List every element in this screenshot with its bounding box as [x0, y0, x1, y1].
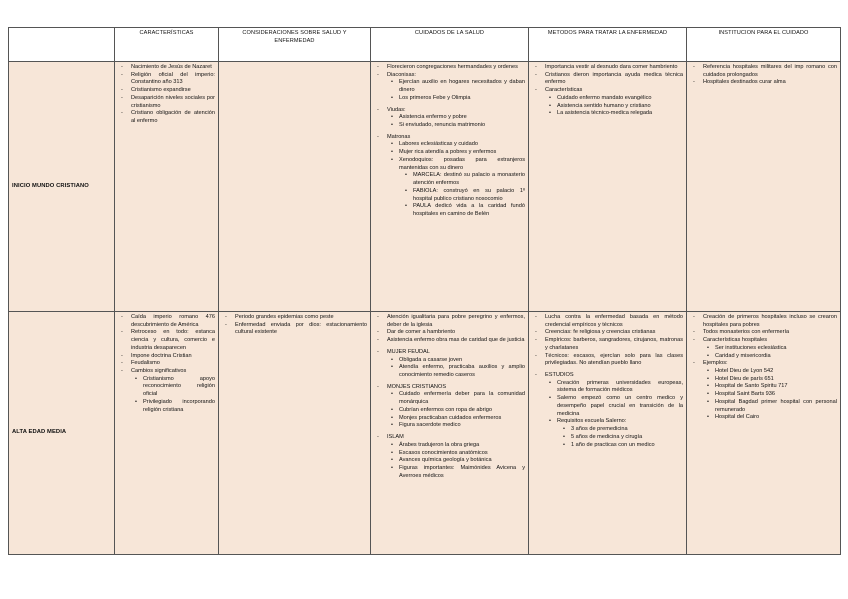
list-item: - Nacimiento de Jesús de Nazaret — [118, 64, 215, 72]
list-item: • Obligada a casarse joven — [391, 357, 525, 365]
header-institucion: INSTITUCION PARA EL CUIDADO — [687, 28, 841, 62]
list-item: • Árabes tradujeron la obra griega — [391, 442, 525, 450]
header-cuidados: CUIDADOS DE LA SALUD — [371, 28, 529, 62]
list-item: • Monjes practicaban cuidados enfermeros — [391, 415, 525, 423]
list-item: - Empíricos: barberos, sangradores, cirujanos, matronas y charlatanes — [532, 337, 683, 352]
header-caracteristicas: CARACTERÍSTICAS — [115, 28, 219, 62]
list-item: • 5 años de medicina y cirugía — [563, 434, 683, 442]
list-item: • Cuidado enfermo mandato evangélico — [549, 95, 683, 103]
list-item: • Asistencia sentido humano y cristiano — [549, 103, 683, 111]
list-item: - Hospitales destinados curar alma — [690, 79, 837, 87]
list-item: • PAULA dedicó vida a la caridad fundó hospitales en camino de Belén — [405, 203, 525, 218]
cell-metodos — [529, 62, 687, 312]
list-item: • Caridad y misericordia — [707, 353, 837, 361]
list-item: - Importancia vestir al desnudo dara comer hambriento — [532, 64, 683, 72]
list-item: - Atención igualitaria para pobre peregrino y enfermos, deber de la iglesia — [374, 314, 525, 329]
list-item: - Feudalismo — [118, 360, 215, 368]
list-item — [374, 434, 525, 480]
list-item: • La asistencia técnico-medica relegada — [549, 110, 683, 118]
list-item — [374, 349, 525, 380]
list-item: - Florecieron congregaciones hermandades y ordenes — [374, 64, 525, 72]
group-title: Cambios significativos — [131, 368, 187, 375]
list-item: • Cuidado enfermería deber para la comunidad monárquica — [391, 391, 525, 406]
cell-cuidados — [371, 312, 529, 555]
row-label: INICIO MUNDO CRISTIANO — [9, 62, 115, 312]
group-title: MONJES CRISTIANOS — [387, 383, 447, 390]
list-item: • Ser instituciones eclesiástica — [707, 345, 837, 353]
item-text: Requisitos escuela Salerno: — [557, 418, 627, 425]
header-row — [9, 28, 841, 62]
list-item — [549, 418, 683, 449]
list-item: • Mujer rica atendía a pobres y enfermos — [391, 149, 525, 157]
list-item: • Hospital del Cairo — [707, 414, 837, 422]
list-item: - Lucha contra la enfermedad basada en método credencial empíricos y técnicos — [532, 314, 683, 329]
list-item: - Impone doctrina Cristian — [118, 353, 215, 361]
list-item — [374, 107, 525, 130]
header-metodos: METODOS PARA TRATAR LA ENFERMEDAD — [529, 28, 687, 62]
list-item: - Técnicos: escasos, ejercían solo para las clases privilegiadas. No atendían pueblo llano — [532, 353, 683, 368]
list-item: • Hospital Saint Barts 936 — [707, 391, 837, 399]
group-title: MUJER FEUDAL — [387, 348, 430, 355]
list-item: • Figura sacerdote medico — [391, 422, 525, 430]
list-item: • Figuras importantes: Maimónides Avicena y Averroes médicos — [391, 465, 525, 480]
group-title: Viudas: — [387, 106, 406, 113]
group-title: Características hospitales — [703, 337, 768, 344]
list-item: - Periodo grandes epidemias como peste — [222, 314, 367, 322]
group-title: Diaconisas: — [387, 71, 416, 78]
cell-consideraciones — [219, 62, 371, 312]
list-item: - Dar de comer a hambriento — [374, 329, 525, 337]
list-item: - Cristianos dieron importancia ayuda medica técnica enfermo — [532, 72, 683, 87]
list-item: - Enfermedad enviada por dios: estacionamiento cultural existente — [222, 322, 367, 337]
list-item: • 3 años de premedicina — [563, 426, 683, 434]
list-item: - Religión oficial del imperio: Constantino año 313 — [118, 72, 215, 87]
list-item: - Cristianismo expandirse — [118, 87, 215, 95]
list-item: • Cubrían enfermos con ropa de abrigo — [391, 407, 525, 415]
list-item: • Salerno empezó como un centro medico y desempeño papel crucial en transición de la medicina — [549, 395, 683, 418]
list-item: - Todos monasterios con enfermería — [690, 329, 837, 337]
list-item: • Ejercían auxilio en hogares necesitados y daban dinero — [391, 79, 525, 94]
list-item — [391, 157, 525, 219]
list-item — [374, 384, 525, 430]
item-text: Xenodoquios: posadas para extranjeros mantenidas con su dinero — [399, 156, 525, 171]
list-item — [532, 372, 683, 449]
row-label: ALTA EDAD MEDIA — [9, 312, 115, 555]
list-item: - Creencias: fe religiosa y creencias cristianas — [532, 329, 683, 337]
group-title: Matronas — [387, 133, 411, 140]
list-item: • MARCELA: destinó su palacio a monasterio atención enfermos — [405, 172, 525, 187]
group-title: ISLAM — [387, 434, 404, 441]
list-item: • 1 año de practicas con un medico — [563, 442, 683, 450]
list-item — [374, 134, 525, 219]
list-item — [690, 337, 837, 360]
list-item: • Labores eclesiásticas y cuidado — [391, 141, 525, 149]
header-consideraciones: CONSIDERACIONES SOBRE SALUD Y ENFERMEDAD — [219, 28, 371, 62]
list-item: • Escasos conocimientos anatómicos — [391, 450, 525, 458]
list-item: - Retroceso en todo: estanca ciencia y cultura, comercio e industria desaparecen — [118, 329, 215, 352]
list-item — [690, 360, 837, 422]
group-title: Características — [545, 87, 583, 94]
list-item: - Asistencia enfermo obra mas de caridad que de justicia — [374, 337, 525, 345]
list-item: • Avances química geología y botánica — [391, 457, 525, 465]
list-item — [374, 72, 525, 103]
header-corner — [9, 28, 115, 62]
list-item: • Hospital Bagdad primer hospital con personal remunerado — [707, 399, 837, 414]
list-item: • Los primeros Febe y Olimpia — [391, 95, 525, 103]
list-item — [118, 368, 215, 414]
list-item: • Si enviudado, renuncia matrimonio — [391, 122, 525, 130]
cell-caracteristicas — [115, 312, 219, 555]
list-item: • Hospital de Santo Spiritu 717 — [707, 383, 837, 391]
list-item: - Caída imperio romano 476 descubrimiento de América — [118, 314, 215, 329]
cell-institucion — [687, 312, 841, 555]
list-item: - Creación de primeros hospitales incluso se crearon hospitales para pobres — [690, 314, 837, 329]
row-alta-edad-media — [9, 312, 841, 555]
cell-institucion — [687, 62, 841, 312]
list-item: • Asistencia enfermo y pobre — [391, 114, 525, 122]
list-item: • Privilegiado incorporando religión cristiana — [135, 399, 215, 414]
history-table — [8, 27, 841, 555]
list-item: - Cristiano obligación de atención al enfermo — [118, 110, 215, 125]
cell-metodos — [529, 312, 687, 555]
list-item: • Atendía enfermo, practicaba auxilios y amplio conocimiento remedio caseros — [391, 364, 525, 379]
list-item: • Creación primeras universidades europeas, sistema de formación médicos — [549, 380, 683, 395]
list-item: - Referencia hospitales militares del imp romano con cuidados prolongados — [690, 64, 837, 79]
list-item: • Cristianismo apoyo reconocimiento religión oficial — [135, 376, 215, 399]
cell-consideraciones — [219, 312, 371, 555]
cell-caracteristicas — [115, 62, 219, 312]
list-item — [532, 87, 683, 118]
list-item: • Hotel Dieu de parís 651 — [707, 376, 837, 384]
list-item: - Desaparición niveles sociales por cristianismo — [118, 95, 215, 110]
group-title: Ejemplos: — [703, 360, 728, 367]
group-title: ESTUDIOS — [545, 372, 574, 379]
list-item: • FABIOLA: construyó en su palacio 1º hospital publico cristiano nosocomio — [405, 188, 525, 203]
list-item: • Hotel Dieu de Lyon 542 — [707, 368, 837, 376]
row-inicio-mundo-cristiano — [9, 62, 841, 312]
cell-cuidados — [371, 62, 529, 312]
